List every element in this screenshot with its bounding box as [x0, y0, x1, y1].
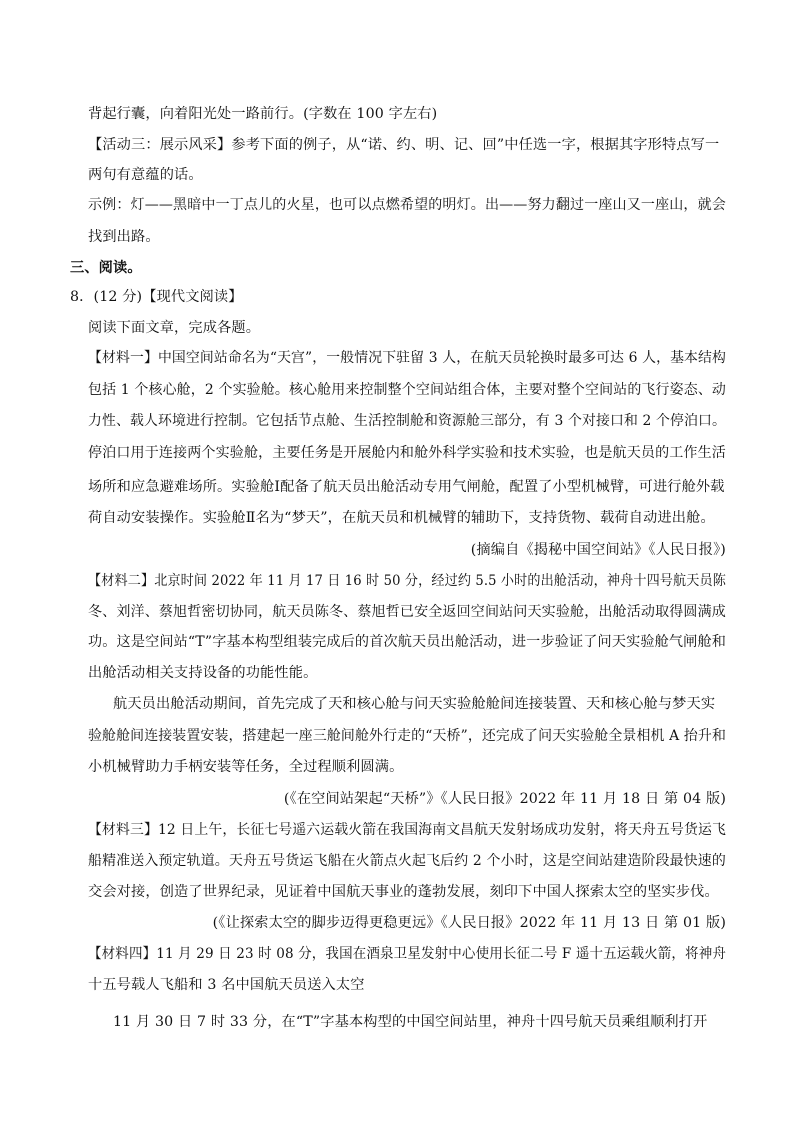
text-line: 背起行囊，向着阳光处一路前行。(字数在 100 字左右) — [88, 106, 438, 122]
text-line: 停泊口用于连接两个实验舱，主要任务是开展舱内和舱外科学实验和技术实验，也是航天员的工作生活 — [88, 445, 726, 461]
instruction-line: 阅读下面文章，完成各题。 — [88, 320, 261, 336]
example-line: 示例：灯——黑暗中一丁点儿的火星，也可以点燃希望的明灯。出——努力翻过一座山又一座山，就会 — [88, 197, 726, 213]
text-line: 两句有意蕴的话。 — [88, 167, 203, 183]
activity-three-line: 【活动三：展示风采】参考下面的例子，从“诺、约、明、记、回”中任选一字，根据其字形特点写一 — [88, 137, 720, 153]
text-line: 包括 1 个核心舱，2 个实验舱。核心舱用来控制整个空间站组合体，主要对整个空间站的飞行姿态、动 — [88, 382, 727, 398]
section-heading: 三、阅读。 — [70, 260, 142, 276]
text-line: 荷自动安装操作。实验舱Ⅱ名为“梦天”，在航天员和机械臂的辅助下，支持货物、载荷自动进出舱。 — [88, 510, 715, 526]
source-citation: (《让探索太空的脚步迈得更稳更远》《人民日报》2022 年 11 月 13 日 第 01 版) — [212, 915, 726, 931]
question-number: 8．(12 分)【现代文阅读】 — [70, 289, 243, 305]
text-line: 功。这是空间站“T”字基本构型组装完成后的首次航天员出舱活动，进一步验证了问天实验舱气闸舱和 — [88, 634, 726, 650]
source-citation: (《在空间站架起“天桥”》《人民日报》2022 年 11 月 18 日 第 04 版) — [283, 791, 726, 807]
text-line: 冬、刘洋、蔡旭哲密切协同，航天员陈冬、蔡旭哲已安全返回空间站问天实验舱，出舱活动取得圆满成 — [88, 604, 726, 620]
text-line: 找到出路。 — [88, 229, 160, 245]
text-line: 验舱舱间连接装置安装，搭建起一座三舱间舱外行走的“天桥”，还完成了问天实验舱全景相机 A 抬升和 — [88, 728, 727, 744]
text-line: 船精准送入预定轨道。天舟五号货运飞船在火箭点火起飞后约 2 个小时，这是空间站建造阶段最快速的 — [88, 853, 726, 869]
text-line: 小机械臂助力手柄安装等任务，全过程顺利圆满。 — [88, 759, 404, 775]
text-line: 出舱活动相关支持设备的功能性能。 — [88, 665, 318, 681]
material-one-line: 【材料一】中国空间站命名为“天宫”，一般情况下驻留 3 人，在航天员轮换时最多可达 6 人，基本结构 — [88, 350, 727, 366]
text-line: 场所和应急避难场所。实验舱Ⅰ配备了航天员出舱活动专用气闸舱，配置了小型机械臂，可进行舱外载 — [88, 479, 725, 495]
source-citation: (摘编自《揭秘中国空间站》《人民日报》) — [470, 542, 726, 558]
text-line: 十五号载人飞船和 3 名中国航天员送入太空 — [88, 977, 365, 993]
text-line: 交会对接，创造了世界纪录，见证着中国航天事业的蓬勃发展，刻印下中国人探索太空的坚实步伐。 — [88, 884, 719, 900]
text-line: 航天员出舱活动期间，首先完成了天和核心舱与问天实验舱舱间连接装置、天和核心舱与梦天实 — [113, 696, 716, 712]
text-line: 力性、载人环境进行控制。它包括节点舱、生活控制舱和资源舱三部分，有 3 个对接口和 2 个停泊口。 — [88, 413, 727, 429]
material-three-line: 【材料三】12 日上午，长征七号遥六运载火箭在我国海南文昌航天发射场成功发射，将天舟五号货运飞 — [88, 822, 726, 838]
material-four-line: 【材料四】11 月 29 日 23 时 08 分，我国在酒泉卫星发射中心使用长征二号 F 遥十五运载火箭，将神舟 — [88, 946, 727, 962]
text-line: 11 月 30 日 7 时 33 分，在“T”字基本构型的中国空间站里，神舟十四号航天员乘组顺利打开 — [113, 1014, 708, 1030]
material-two-line: 【材料二】北京时间 2022 年 11 月 17 日 16 时 50 分，经过约 5.5 小时的出舱活动，神舟十四号航天员陈 — [88, 573, 727, 589]
